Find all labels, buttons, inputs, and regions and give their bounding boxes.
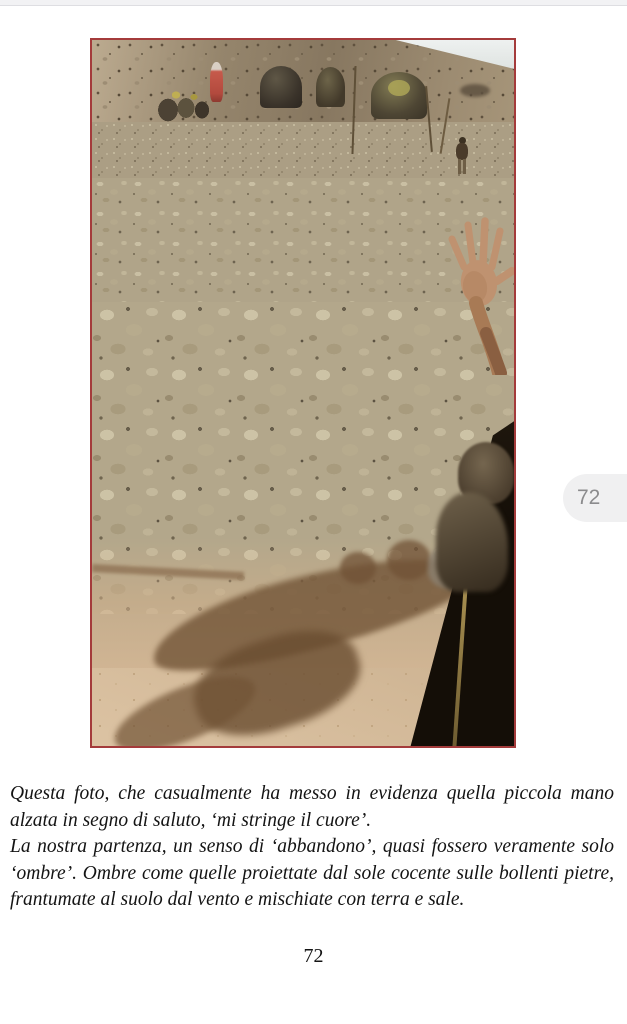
scroll-page-indicator[interactable]	[563, 474, 627, 522]
caption-paragraph: Questa foto, che casualmente ha messo in evidenza quella piccola mano alzata in segno di saluto, ‘mi stringe il cuore’.	[10, 783, 614, 831]
photo-shadow-head	[387, 540, 431, 580]
photo-walking-person-body	[456, 143, 468, 160]
photo-dome-hut	[371, 72, 427, 119]
page-number: 72	[303, 945, 324, 967]
photo-dome-patch	[388, 80, 410, 97]
page-separator	[0, 0, 627, 6]
photo-hut-cluster	[156, 82, 212, 128]
photo-gravel-path	[92, 122, 514, 184]
photo-person-in-red	[210, 62, 223, 102]
photo-raised-hand	[442, 215, 516, 375]
photo-walking-person	[454, 137, 470, 175]
photo-frame	[90, 38, 516, 748]
photo-dome-hut	[316, 67, 345, 107]
caption-paragraph: La nostra partenza, un senso di ‘abbandono’, quasi fossero veramente solo ‘ombre’. Ombre come quelle proiettate dal sole cocente sulle bollenti pietre, frantumate al suolo dal vento e mischiate con terra e sale.	[10, 836, 614, 910]
photo-dome-hut	[260, 66, 302, 108]
scroll-page-indicator-label: 72	[577, 486, 601, 509]
photo-walking-person-legs	[458, 159, 466, 174]
caption	[10, 781, 614, 914]
photo-bush	[460, 84, 490, 97]
photo-shadow-head	[340, 552, 376, 584]
